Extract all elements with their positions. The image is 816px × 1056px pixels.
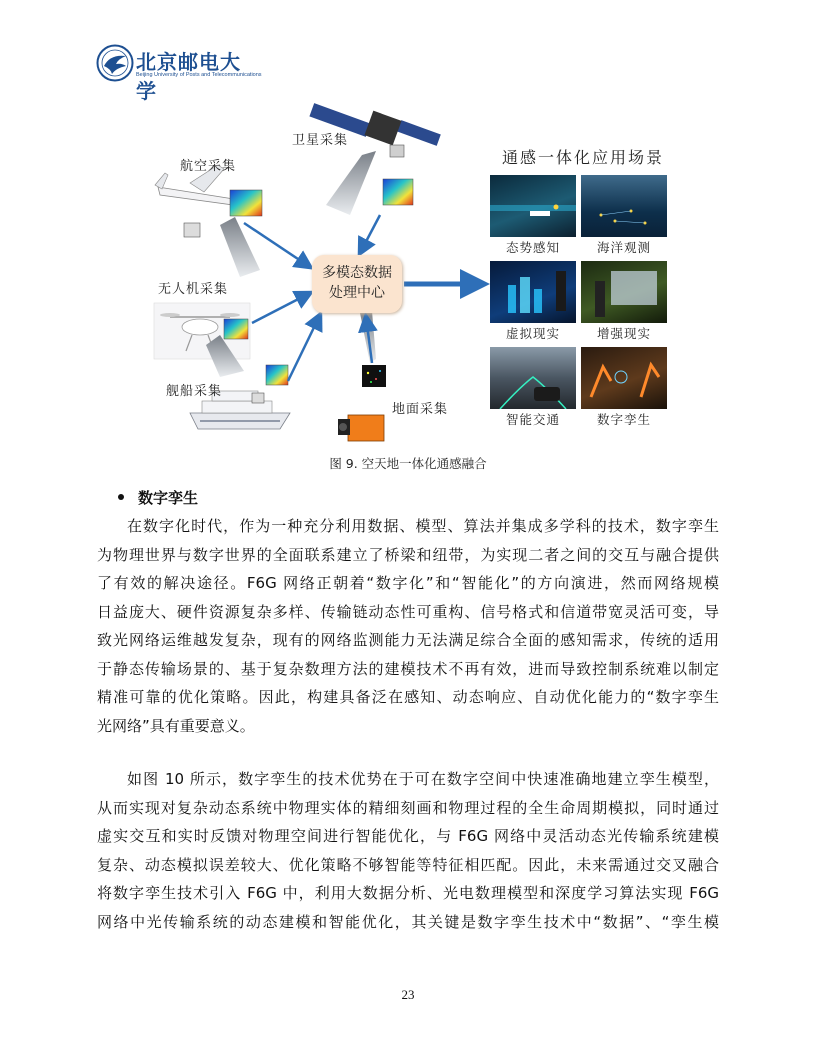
scene-label-virtual-reality: 虚拟现实 bbox=[505, 326, 560, 341]
scene-image-augmented-reality bbox=[581, 261, 667, 323]
bullet-icon bbox=[118, 494, 124, 500]
figure-caption: 图 9. 空天地一体化通感融合 bbox=[329, 456, 487, 471]
paragraph-2 bbox=[97, 765, 719, 936]
paragraph-1-line: 在数字化时代，作为一种充分利用数据、模型、算法并集成多学科的技术，数字孪生 bbox=[127, 517, 719, 535]
paragraph-2-line: 从而实现对复杂动态系统中物理实体的精细刻画和物理过程的全生命周期模拟，同时通过 bbox=[97, 798, 719, 817]
paragraph-1-line: 于静态传输场景的、基于复杂数理方法的建模技术不再有效，进而导致控制系统难以制定 bbox=[97, 659, 719, 678]
university-emblem-icon bbox=[96, 44, 134, 82]
label-ground: 地面采集 bbox=[392, 402, 449, 417]
scene-label-situation-awareness: 态势感知 bbox=[505, 240, 560, 255]
scene-image-ocean-observation bbox=[581, 175, 667, 237]
university-name-cn: 北京邮电大学 bbox=[136, 50, 241, 103]
hub-line-2: 处理中心 bbox=[329, 285, 385, 301]
scene-label-ocean-observation: 海洋观测 bbox=[596, 240, 651, 255]
scene-image-situation-awareness bbox=[490, 175, 576, 237]
section-heading-text: 数字孪生 bbox=[138, 489, 199, 507]
paragraph-1-line: 了有效的解决途径。F6G 网络正朝着“数字化”和“智能化”的方向演进，然而网络规模 bbox=[97, 574, 719, 592]
uav-drone-icon bbox=[154, 303, 250, 377]
page-number: 23 bbox=[401, 987, 415, 1002]
ground-sensor-icon bbox=[338, 311, 386, 441]
processing-hub bbox=[312, 255, 402, 313]
scene-label-intelligent-transportation: 智能交通 bbox=[505, 412, 560, 427]
paragraph-1-line: 精准可靠的优化策略。因此，构建具备泛在感知、动态响应、自动优化能力的“数字孪生 bbox=[97, 688, 719, 706]
hub-line-1: 多模态数据 bbox=[322, 265, 392, 281]
satellite-icon bbox=[309, 103, 440, 215]
paragraph-2-line: 如图 10 所示，数字孪生的技术优势在于可在数字空间中快速准确地建立孪生模型， bbox=[127, 770, 719, 788]
university-name-en: Beijing University of Posts and Telecommunications bbox=[136, 72, 262, 78]
scene-title: 通感一体化应用场景 bbox=[502, 148, 665, 167]
scene-label-augmented-reality: 增强现实 bbox=[596, 326, 651, 341]
paragraph-1 bbox=[97, 512, 719, 740]
label-ship: 舰船采集 bbox=[166, 384, 223, 399]
scene-image-intelligent-transportation bbox=[490, 347, 576, 409]
scene-label-digital-twin: 数字孪生 bbox=[596, 412, 651, 427]
section-heading bbox=[118, 487, 198, 508]
paragraph-1-line: 日益庞大、硬件资源复杂多样、传输链动态性可重构、信号格式和信道带宽灵活可变，导 bbox=[97, 602, 719, 621]
paragraph-1-line: 为物理世界与数字世界的全面联系建立了桥梁和纽带，为实现二者之间的交互与融合提供 bbox=[97, 545, 719, 564]
paragraph-1-line: 致光网络运维越发复杂，现有的网络监测能力无法满足综合全面的感知需求，传统的适用 bbox=[97, 631, 719, 649]
university-logo bbox=[96, 44, 262, 103]
scene-image-digital-twin bbox=[581, 347, 667, 409]
label-satellite: 卫星采集 bbox=[292, 133, 349, 148]
figure-space-air-ground bbox=[140, 95, 680, 445]
scene-image-virtual-reality bbox=[490, 261, 576, 323]
paragraph-2-line: 网络中光传输系统的动态建模和智能优化，其关键是数字孪生技术中“数据”、“孪生模 bbox=[97, 912, 719, 931]
aviation-plane-icon bbox=[155, 165, 262, 277]
paragraph-2-line: 虚实交互和实时反馈对物理空间进行智能优化，与 F6G 网络中灵活动态光传输系统建模 bbox=[97, 827, 719, 845]
paragraph-2-line: 将数字孪生技术引入 F6G 中，利用大数据分析、光电数理模型和深度学习算法实现 F6G bbox=[97, 884, 719, 902]
paragraph-1-line: 光网络”具有重要意义。 bbox=[97, 716, 255, 735]
label-aviation: 航空采集 bbox=[180, 159, 237, 174]
paragraph-2-line: 复杂、动态模拟误差较大、优化策略不够智能等特征相匹配。因此，未来需通过交叉融合 bbox=[97, 855, 719, 874]
label-uav: 无人机采集 bbox=[158, 282, 229, 297]
